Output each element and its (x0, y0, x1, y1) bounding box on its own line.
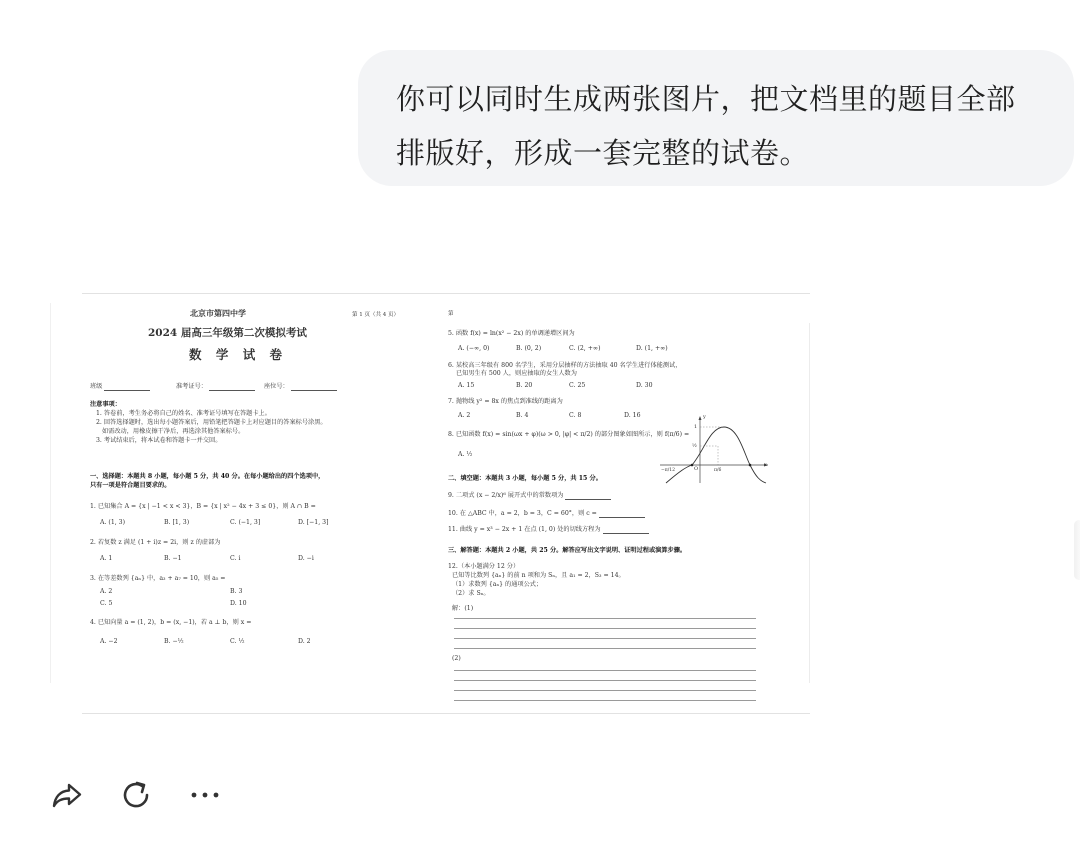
answer-line (454, 690, 756, 691)
option: D. −i (298, 555, 314, 562)
subject-title: 数 学 试 卷 (189, 347, 288, 362)
divider (82, 293, 810, 294)
section-title: 二、填空题：本题共 3 小题，每小题 5 分，共 15 分。 (448, 475, 602, 482)
option: C. (−1, 3] (230, 519, 261, 526)
page-mark: 第 (448, 311, 454, 317)
graph-label-half: ½ (692, 443, 697, 449)
notice-item: 2. 回答选择题时，选出每小题答案后，用铅笔把答题卡上对应题目的答案标号涂黑。 (96, 419, 327, 426)
more-icon (188, 778, 222, 812)
answer-label: (2) (452, 655, 461, 662)
option: D. 2 (298, 638, 311, 645)
notice-title: 注意事项： (90, 401, 121, 408)
answer-label: 解：(1) (452, 605, 474, 612)
option: B. [1, 3) (164, 519, 190, 526)
regenerate-icon (120, 778, 154, 812)
question-stem: 9. 二项式 (x − 2/x)⁶ 展开式中的常数项为 (448, 492, 611, 500)
question-stem: 已知男生有 500 人，则应抽取的女生人数为 (456, 370, 577, 377)
option: C. i (230, 555, 241, 562)
field-seat: 座位号： (264, 383, 337, 391)
graph-label-neg: −π/12 (661, 468, 675, 473)
share-icon (50, 778, 84, 812)
question-stem: 7. 抛物线 y² = 8x 的焦点到准线的距离为 (448, 398, 563, 405)
question-stem: 1. 已知集合 A = {x | −1 < x < 3}，B = {x | x² − 4x + 3 ≤ 0}，则 A ∩ B = (90, 503, 316, 510)
notice-item: 3. 考试结束后，将本试卷和答题卡一并交回。 (96, 437, 222, 444)
notice-item: 1. 答卷前，考生务必将自己的姓名、准考证号填写在答题卡上。 (96, 410, 271, 417)
field-class: 班级 (90, 383, 150, 391)
graph-label-x: x (764, 462, 767, 468)
answer-line (454, 700, 756, 701)
message-line-2: 排版好，形成一套完整的试卷。 (396, 136, 810, 170)
user-message-bubble (358, 50, 1074, 186)
option: B. −1 (164, 555, 182, 562)
graph-label-one: 1 (694, 424, 698, 430)
question-stem: 11. 曲线 y = x³ − 2x + 1 在点 (1, 0) 处的切线方程为 (448, 526, 649, 534)
graph-label-pos: π/6 (714, 468, 722, 473)
more-button[interactable] (188, 778, 222, 812)
question-stem: 3. 在等差数列 {aₙ} 中，a₃ + a₇ = 10，则 a₅ = (90, 575, 226, 582)
question-line: （2）求 Sₙ。 (452, 590, 490, 597)
option: B. 3 (230, 588, 243, 595)
answer-line (454, 628, 756, 629)
option: B. 20 (516, 382, 533, 389)
question-stem: 10. 在 △ABC 中，a = 2，b = 3，C = 60°，则 c = (448, 510, 645, 518)
option: A. 2 (100, 588, 113, 595)
divider (50, 303, 51, 683)
answer-line (454, 648, 756, 649)
option: D. (1, +∞) (636, 345, 668, 352)
answer-line (454, 638, 756, 639)
scroll-edge (1074, 520, 1080, 580)
option: A. 2 (458, 412, 471, 419)
option: A. 1 (100, 555, 113, 562)
exam-title: 2024 届高三年级第二次模拟考试 (148, 327, 307, 339)
question-stem: 6. 某校高三年级有 800 名学生，采用分层抽样的方法抽取 40 名学生进行体能测试， (448, 362, 682, 369)
option: C. (2, +∞) (569, 345, 601, 352)
graph-label-y: y (703, 414, 706, 420)
answer-line (454, 618, 756, 619)
question-stem: 5. 函数 f(x) = ln(x² − 2x) 的单调递增区间为 (448, 330, 575, 337)
question-line: （1）求数列 {aₙ} 的通项公式； (452, 581, 543, 588)
option: B. −½ (164, 638, 184, 645)
option: D. [−1, 3] (298, 519, 329, 526)
option: B. 4 (516, 412, 529, 419)
option: D. 10 (230, 600, 247, 607)
option: C. 5 (100, 600, 113, 607)
exam-image[interactable] (48, 293, 810, 713)
section-subtitle: 只有一项是符合题目要求的。 (90, 482, 171, 489)
regenerate-button[interactable] (120, 778, 154, 812)
option: D. 16 (624, 412, 641, 419)
question-stem: 4. 已知向量 a = (1, 2)，b = (x, −1)，若 a ⊥ b，则 x = (90, 619, 252, 626)
option: A. ½ (458, 451, 473, 458)
section-title: 一、选择题：本题共 8 小题，每小题 5 分，共 40 分。在每小题给出的四个选项中， (90, 473, 325, 480)
page-info: 第 1 页（共 4 页） (352, 312, 399, 318)
option: A. 15 (458, 382, 475, 389)
divider (82, 713, 810, 714)
graph-label-origin: O (694, 466, 699, 472)
option: C. 25 (569, 382, 586, 389)
question-stem: 8. 已知函数 f(x) = sin(ωx + φ)(ω > 0, |φ| < π/2) 的部分图象如图所示，则 f(π/6) = (448, 431, 690, 438)
question-line: 已知等比数列 {aₙ} 的前 n 项和为 Sₙ，且 a₁ = 2，S₃ = 14。 (452, 572, 625, 579)
answer-line (454, 680, 756, 681)
option: C. ½ (230, 638, 245, 645)
question-stem: 2. 若复数 z 满足 (1 + i)z = 2i，则 z 的虚部为 (90, 539, 221, 546)
question-head: 12.（本小题满分 12 分） (448, 563, 520, 570)
message-line-1: 你可以同时生成两张图片，把文档里的题目全部 (396, 82, 1016, 116)
field-ticket: 准考证号： (176, 383, 255, 391)
option: D. 30 (636, 382, 653, 389)
share-button[interactable] (50, 778, 84, 812)
section-title: 三、解答题：本题共 2 小题，共 25 分。解答应写出文字说明、证明过程或演算步骤。 (448, 547, 687, 554)
divider (809, 323, 810, 683)
option: C. 8 (569, 412, 582, 419)
answer-line (454, 670, 756, 671)
school-name: 北京市第四中学 (190, 308, 246, 318)
option: A. (−∞, 0) (458, 345, 490, 352)
option: A. (1, 3) (100, 519, 126, 526)
option: B. (0, 2) (516, 345, 542, 352)
option: A. −2 (100, 638, 118, 645)
notice-item: 如需改动，用橡皮擦干净后，再选涂其他答案标号。 (102, 428, 245, 435)
